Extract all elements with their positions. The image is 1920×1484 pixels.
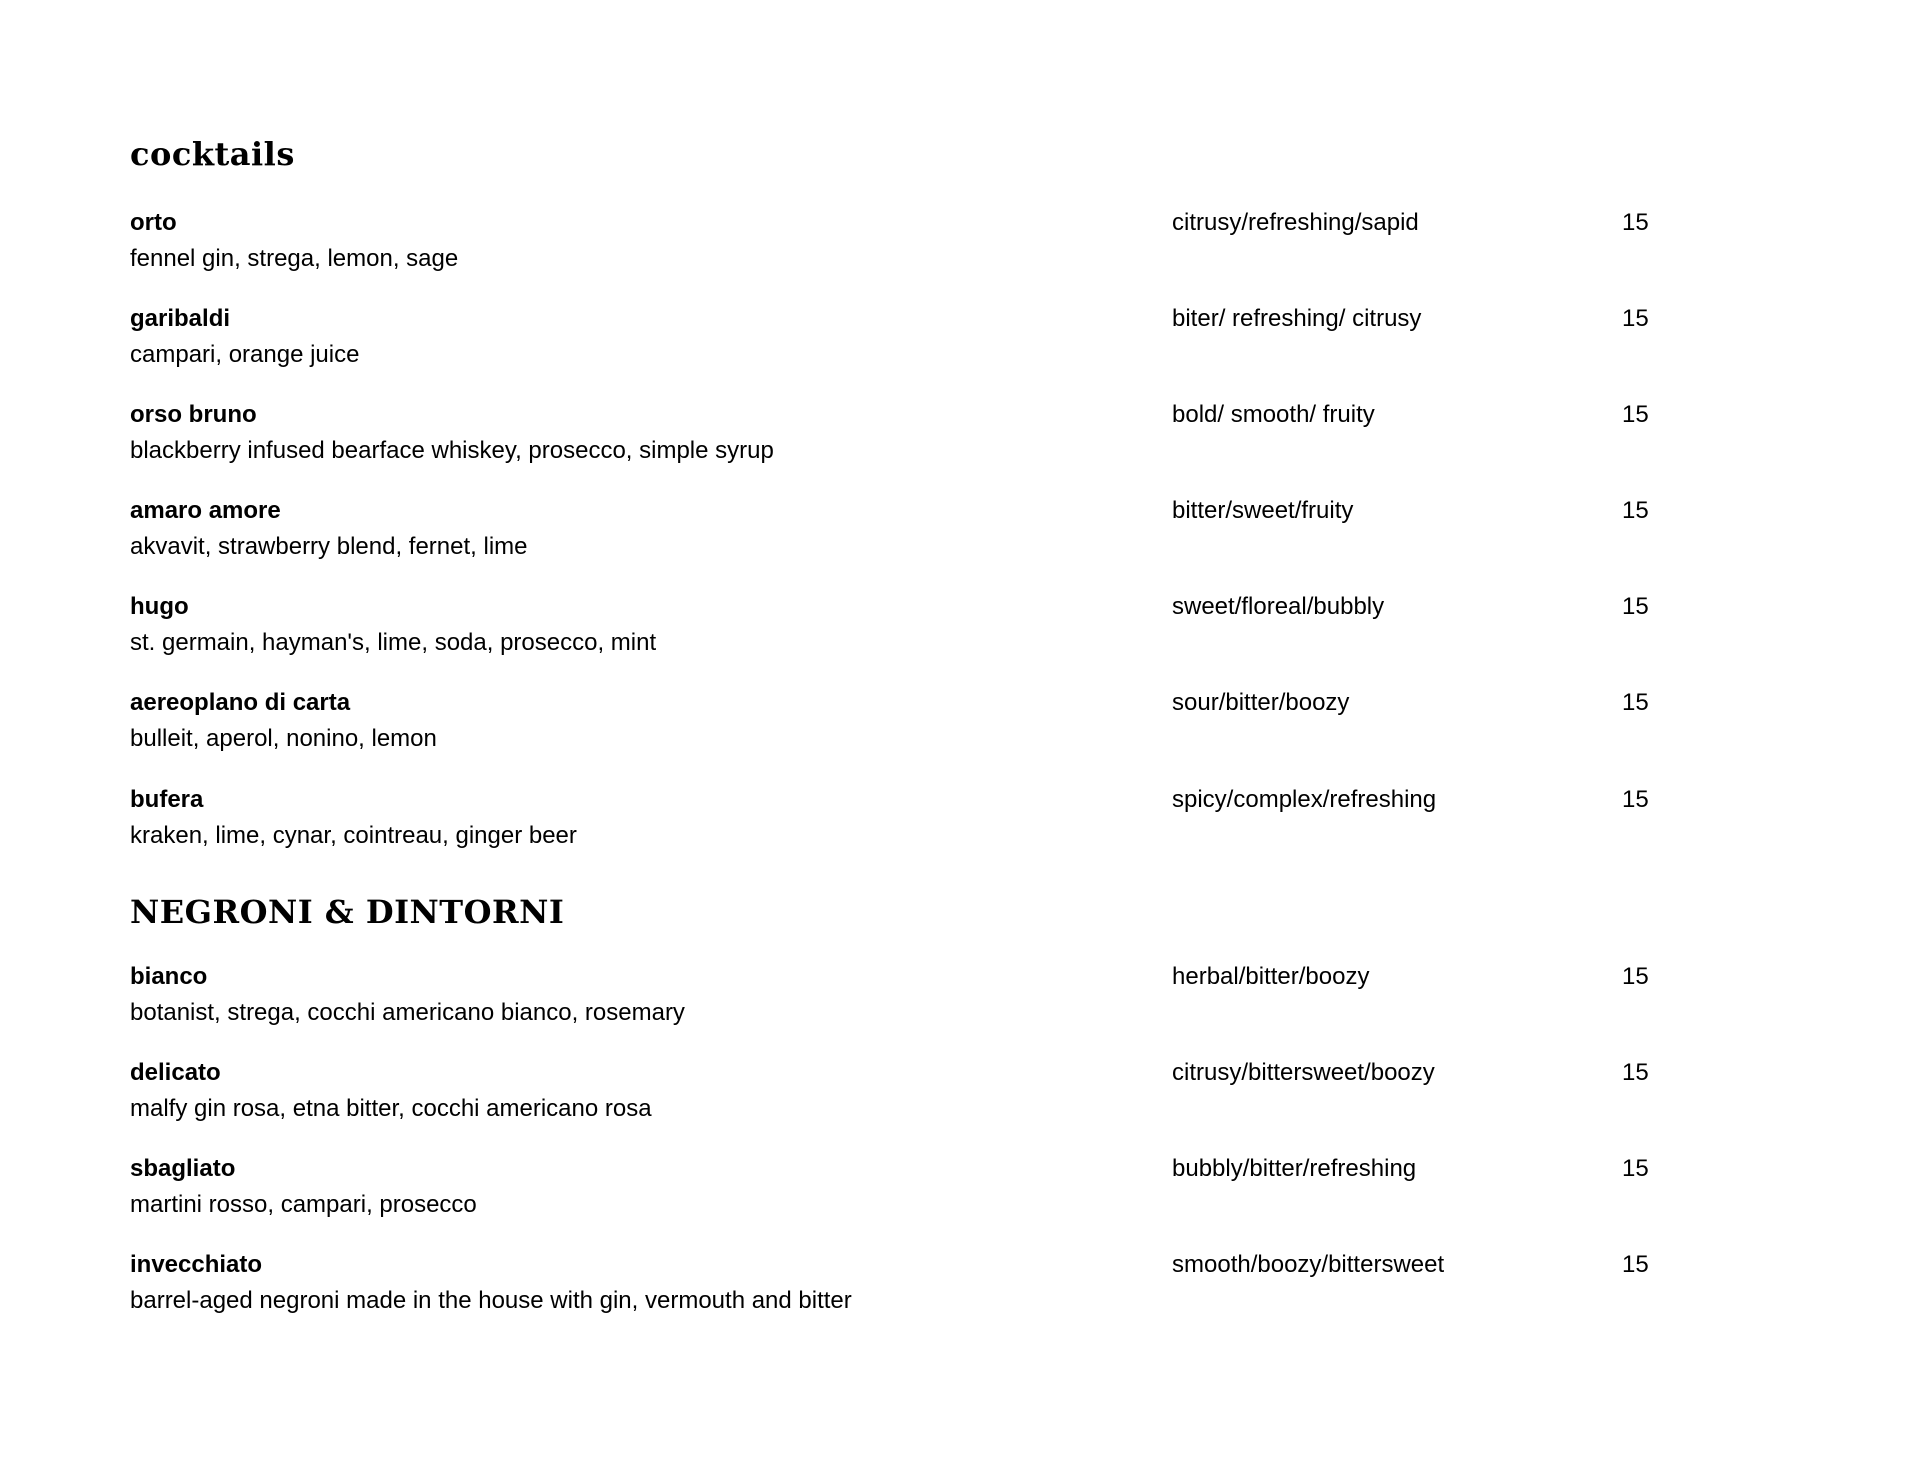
item-flavor-profile: spicy/complex/refreshing [1172,786,1437,813]
item-description: st. germain, hayman's, lime, soda, prosecco, mint [130,629,657,656]
item-price: 15 [1622,1251,1649,1278]
item-price: 15 [1622,593,1649,620]
section-title-cocktails: cocktails [130,135,295,173]
item-description: martini rosso, campari, prosecco [130,1191,477,1218]
item-flavor-profile: herbal/bitter/boozy [1172,963,1370,990]
item-name: orso bruno [130,401,257,428]
item-price: 15 [1622,1059,1649,1086]
item-price: 15 [1622,963,1649,990]
item-flavor-profile: sweet/floreal/bubbly [1172,593,1385,620]
item-flavor-profile: bubbly/bitter/refreshing [1172,1155,1417,1182]
item-flavor-profile: citrusy/refreshing/sapid [1172,209,1419,236]
section-title-negroni: NEGRONI & DINTORNI [130,893,565,931]
menu-item [130,962,1690,1032]
item-price: 15 [1622,689,1649,716]
item-price: 15 [1622,305,1649,332]
item-price: 15 [1622,786,1649,813]
item-flavor-profile: citrusy/bittersweet/boozy [1172,1059,1435,1086]
item-flavor-profile: smooth/boozy/bittersweet [1172,1251,1445,1278]
item-price: 15 [1622,1155,1649,1182]
item-name: amaro amore [130,497,281,524]
menu-item [130,1058,1690,1128]
menu-item [130,208,1690,278]
item-name: aereoplano di carta [130,689,351,716]
item-flavor-profile: sour/bitter/boozy [1172,689,1350,716]
item-name: sbagliato [130,1155,236,1182]
menu-item [130,592,1690,662]
item-name: garibaldi [130,305,231,332]
item-price: 15 [1622,209,1649,236]
item-description: malfy gin rosa, etna bitter, cocchi americano rosa [130,1095,652,1122]
menu-item [130,785,1690,855]
item-name: bufera [130,786,204,813]
item-description: akvavit, strawberry blend, fernet, lime [130,533,528,560]
menu-item [130,400,1690,470]
item-description: blackberry infused bearface whiskey, prosecco, simple syrup [130,437,774,464]
menu-item [130,1250,1690,1320]
item-name: delicato [130,1059,221,1086]
item-name: bianco [130,963,208,990]
item-description: campari, orange juice [130,341,360,368]
item-price: 15 [1622,401,1649,428]
item-description: fennel gin, strega, lemon, sage [130,245,459,272]
item-name: invecchiato [130,1251,263,1278]
item-flavor-profile: biter/ refreshing/ citrusy [1172,305,1422,332]
menu-item [130,304,1690,374]
menu-item [130,1154,1690,1224]
menu-item [130,688,1690,758]
item-flavor-profile: bitter/sweet/fruity [1172,497,1354,524]
item-description: bulleit, aperol, nonino, lemon [130,725,437,752]
item-description: kraken, lime, cynar, cointreau, ginger beer [130,822,577,849]
item-price: 15 [1622,497,1649,524]
item-flavor-profile: bold/ smooth/ fruity [1172,401,1375,428]
item-description: barrel-aged negroni made in the house with gin, vermouth and bitter [130,1287,852,1314]
menu-item [130,496,1690,566]
item-name: orto [130,209,177,236]
item-name: hugo [130,593,189,620]
item-description: botanist, strega, cocchi americano bianco, rosemary [130,999,685,1026]
